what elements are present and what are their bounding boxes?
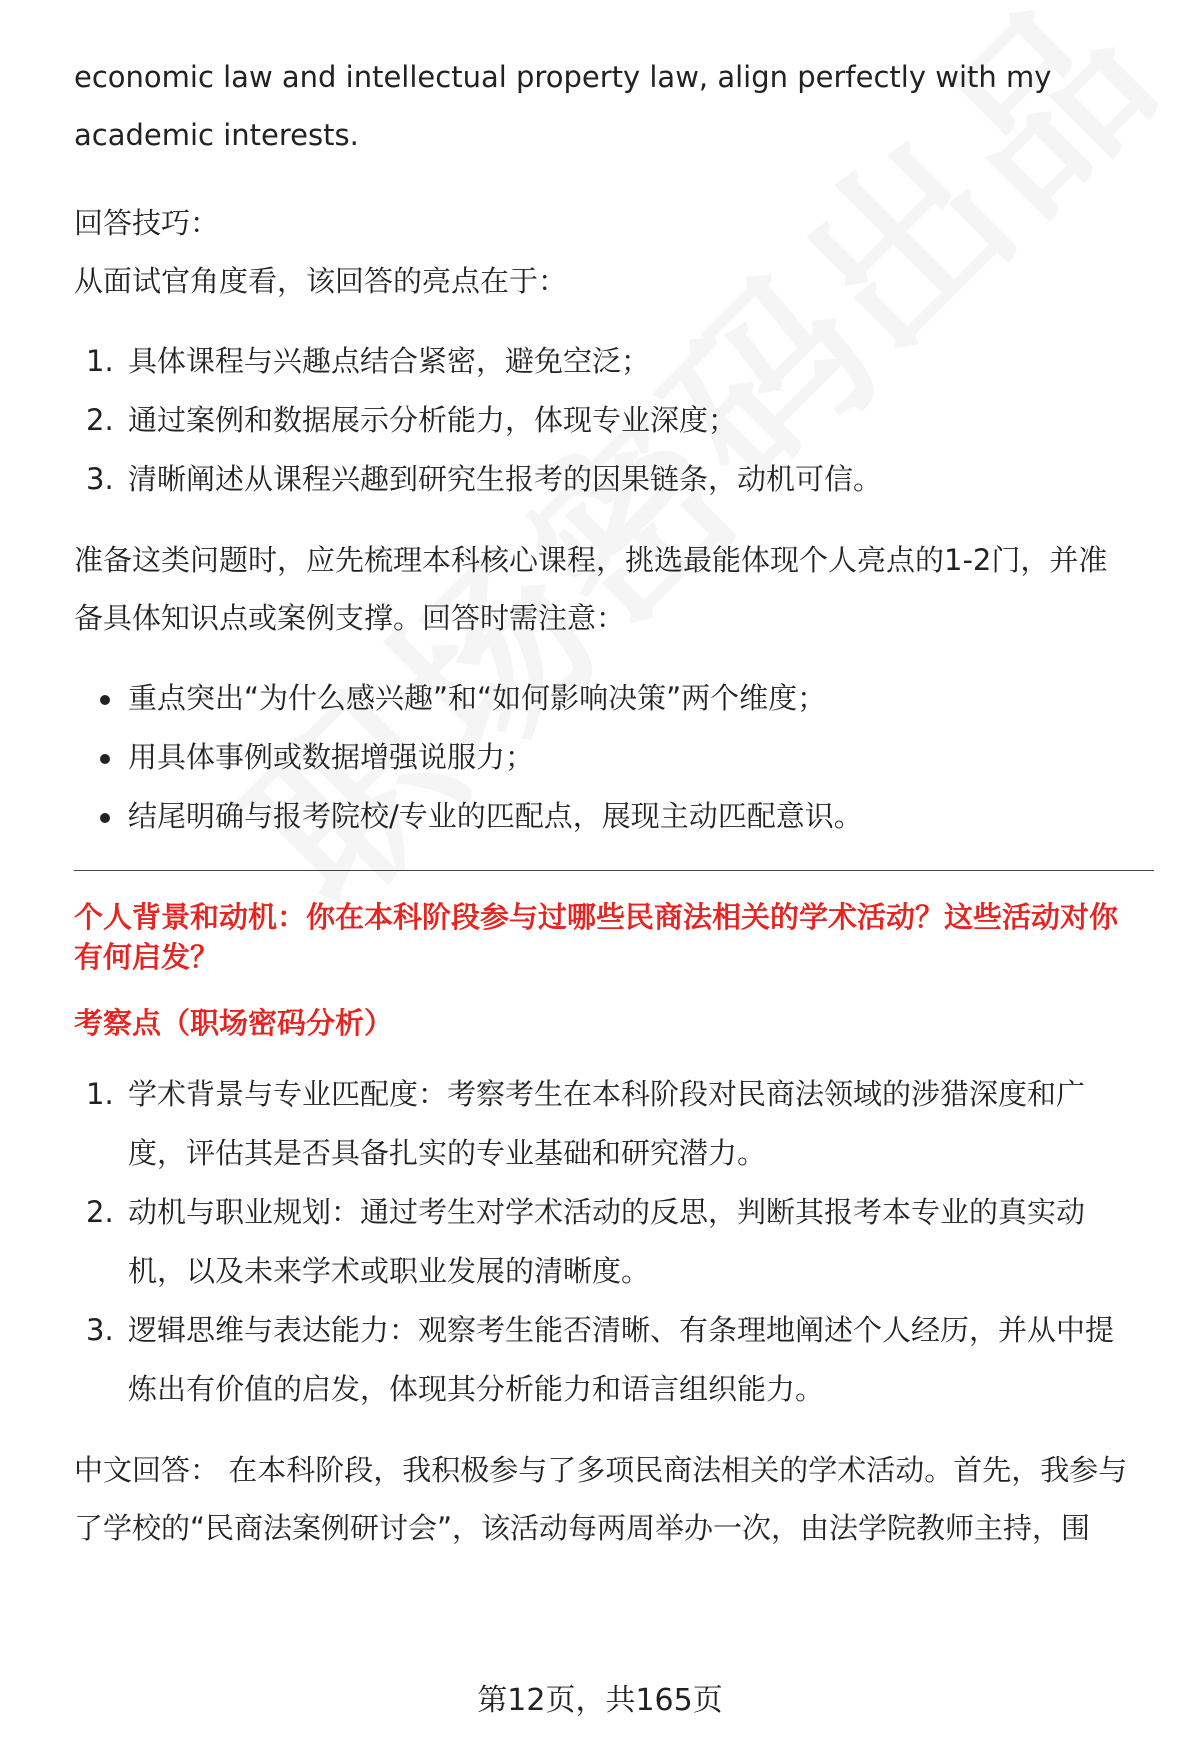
focus-heading: 考察点（职场密码分析） xyxy=(74,1006,394,1040)
bullet-dot-icon xyxy=(100,754,110,764)
list-number: 1. xyxy=(86,1077,114,1111)
list-item-text: 炼出有价值的启发，体现其分析能力和语言组织能力。 xyxy=(128,1372,825,1406)
bullet-dot-icon xyxy=(100,813,110,823)
question-title: 有何启发？ xyxy=(74,940,220,974)
bullet-text: 用具体事例或数据增强说服力； xyxy=(128,740,535,774)
list-item xyxy=(74,391,1154,450)
page-content xyxy=(74,48,1154,1557)
list-number: 1. xyxy=(86,344,114,378)
answer-paragraph-line: 了学校的“民商法案例研讨会”，该活动每两周举办一次，由法学院教师主持，围 xyxy=(74,1511,1091,1545)
list-item xyxy=(74,1301,1154,1419)
list-item xyxy=(74,332,1154,391)
prep-paragraph-line: 备具体知识点或案例支撑。回答时需注意： xyxy=(74,601,626,635)
list-number: 3. xyxy=(86,1313,114,1347)
list-item-text: 学术背景与专业匹配度：考察考生在本科阶段对民商法领域的涉猎深度和广 xyxy=(128,1077,1086,1111)
list-item-text: 通过案例和数据展示分析能力，体现专业深度； xyxy=(128,403,738,437)
list-number: 2. xyxy=(86,403,114,437)
list-item-text: 清晰阐述从课程兴趣到研究生报考的因果链条，动机可信。 xyxy=(128,462,883,496)
list-item xyxy=(74,450,1154,509)
tips-lead: 从面试官角度看，该回答的亮点在于： xyxy=(74,264,568,298)
bullet-item xyxy=(74,669,1154,728)
bullet-text: 结尾明确与报考院校/专业的匹配点，展现主动匹配意识。 xyxy=(128,799,863,833)
tips-points-list xyxy=(74,332,1154,509)
page-number: 第12页，共165页 xyxy=(477,1683,723,1718)
list-number: 2. xyxy=(86,1195,114,1229)
bullet-dot-icon xyxy=(100,695,110,705)
focus-list xyxy=(74,1065,1154,1419)
intro-line: economic law and intellectual property law, align perfectly with my xyxy=(74,60,1052,94)
list-item-text: 动机与职业规划：通过考生对学术活动的反思，判断其报考本专业的真实动 xyxy=(128,1195,1086,1229)
list-item xyxy=(74,1183,1154,1301)
list-item-text: 具体课程与兴趣点结合紧密，避免空泛； xyxy=(128,344,651,378)
question-title: 个人背景和动机：你在本科阶段参与过哪些民商法相关的学术活动？这些活动对你 xyxy=(74,900,1119,934)
prep-paragraph-line: 准备这类问题时，应先梳理本科核心课程，挑选最能体现个人亮点的1-2门，并准 xyxy=(74,543,1108,577)
list-item xyxy=(74,1065,1154,1183)
list-number: 3. xyxy=(86,462,114,496)
tips-bullets-list xyxy=(74,669,1154,846)
bullet-item xyxy=(74,787,1154,846)
list-item-text: 逻辑思维与表达能力：观察考生能否清晰、有条理地阐述个人经历，并从中提 xyxy=(128,1313,1115,1347)
answer-paragraph-line: 中文回答： 在本科阶段，我积极参与了多项民商法相关的学术活动。首先，我参与 xyxy=(74,1453,1128,1487)
intro-line: academic interests. xyxy=(74,118,359,152)
bullet-item xyxy=(74,728,1154,787)
list-item-text: 机，以及未来学术或职业发展的清晰度。 xyxy=(128,1254,651,1288)
list-item-text: 度，评估其是否具备扎实的专业基础和研究潜力。 xyxy=(128,1136,767,1170)
bullet-text: 重点突出“为什么感兴趣”和“如何影响决策”两个维度； xyxy=(128,681,827,715)
tips-label: 回答技巧： xyxy=(74,206,220,240)
